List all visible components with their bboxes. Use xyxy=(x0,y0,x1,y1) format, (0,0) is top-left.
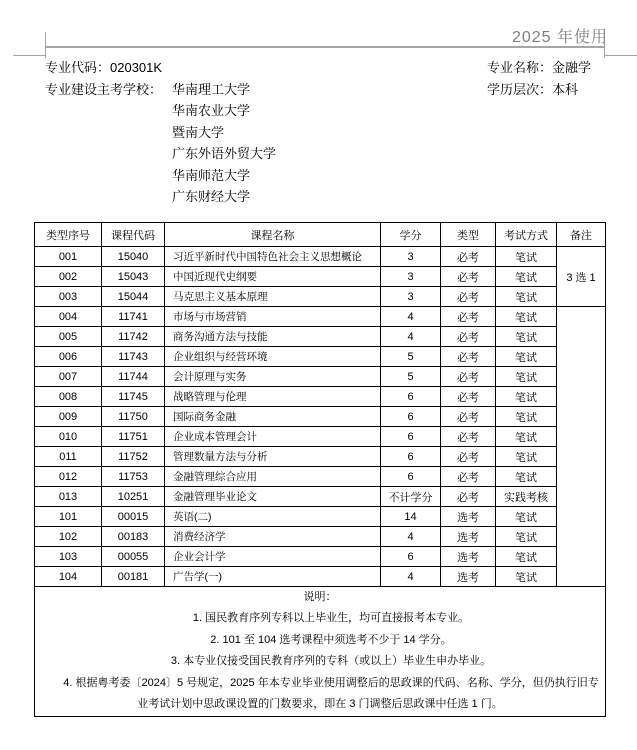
cell-exam: 笔试 xyxy=(496,307,557,327)
cell-seq: 008 xyxy=(35,387,102,407)
cell-exam: 笔试 xyxy=(496,427,557,447)
cell-exam: 笔试 xyxy=(496,567,557,587)
notes-list xyxy=(37,608,603,716)
cell-code: 11752 xyxy=(102,447,165,467)
cell-exam: 笔试 xyxy=(496,407,557,427)
note-item: 2. 101 至 104 选考课程中须选考不少于 14 学分。 xyxy=(210,633,452,646)
margin-mark-right-h xyxy=(604,55,637,56)
info-right-column xyxy=(487,57,591,100)
cell-type: 选考 xyxy=(441,567,496,587)
school-item: 华南理工大学 xyxy=(172,81,251,97)
cell-exam: 笔试 xyxy=(496,347,557,367)
cell-credits: 6 xyxy=(381,387,441,407)
schools-line xyxy=(45,79,276,101)
cell-name: 金融管理综合应用 xyxy=(165,467,381,487)
cell-credits: 3 xyxy=(381,247,441,267)
cell-credits: 5 xyxy=(381,367,441,387)
cell-credits: 4 xyxy=(381,327,441,347)
cell-code: 11744 xyxy=(102,367,165,387)
usage-year-note: 2025 年使用 xyxy=(511,29,608,46)
cell-name: 习近平新时代中国特色社会主义思想概论 xyxy=(165,247,381,267)
cell-type: 必考 xyxy=(441,247,496,267)
col-header-type: 类型 xyxy=(441,223,496,247)
cell-name: 管理数量方法与分析 xyxy=(165,447,381,467)
note-item: 3. 本专业仅接受国民教育序列的专科（或以上）毕业生申办毕业。 xyxy=(170,655,492,667)
cell-exam: 笔试 xyxy=(496,387,557,407)
course-table xyxy=(34,222,606,717)
cell-seq: 006 xyxy=(35,347,102,367)
cell-name: 市场与市场营销 xyxy=(165,307,381,327)
cell-name: 马克思主义基本原理 xyxy=(165,287,381,307)
cell-type: 选考 xyxy=(441,507,496,527)
cell-code: 15040 xyxy=(102,247,165,267)
table-row xyxy=(35,447,606,467)
cell-name: 金融管理毕业论文 xyxy=(165,487,381,507)
school-item: 华南师范大学 xyxy=(172,167,251,183)
course-table-body xyxy=(35,247,606,587)
cell-exam: 笔试 xyxy=(496,547,557,567)
cell-seq: 101 xyxy=(35,507,102,527)
table-row xyxy=(35,247,606,267)
col-header-remark: 备注 xyxy=(557,223,606,247)
cell-type: 必考 xyxy=(441,267,496,287)
cell-name: 广告学(一) xyxy=(165,567,381,587)
table-row xyxy=(35,407,606,427)
cell-credits: 4 xyxy=(381,307,441,327)
cell-seq: 003 xyxy=(35,287,102,307)
cell-seq: 002 xyxy=(35,267,102,287)
cell-type: 必考 xyxy=(441,347,496,367)
table-row xyxy=(35,327,606,347)
col-header-exam: 考试方式 xyxy=(496,223,557,247)
cell-exam: 笔试 xyxy=(496,267,557,287)
major-code-value: 020301K xyxy=(110,60,163,75)
cell-type: 选考 xyxy=(441,527,496,547)
cell-type: 必考 xyxy=(441,387,496,407)
schools-extra xyxy=(45,100,276,208)
cell-exam: 笔试 xyxy=(496,507,557,527)
cell-code: 11743 xyxy=(102,347,165,367)
cell-credits: 6 xyxy=(381,427,441,447)
cell-credits: 3 xyxy=(381,287,441,307)
cell-name: 企业会计学 xyxy=(165,547,381,567)
cell-name: 商务沟通方法与技能 xyxy=(165,327,381,347)
major-code-line xyxy=(45,57,276,79)
cell-credits: 5 xyxy=(381,347,441,367)
cell-credits: 6 xyxy=(381,447,441,467)
cell-exam: 笔试 xyxy=(496,367,557,387)
level-value: 本科 xyxy=(552,81,579,97)
cell-code: 00181 xyxy=(102,567,165,587)
notes-title: 说明： xyxy=(303,591,337,603)
cell-seq: 012 xyxy=(35,467,102,487)
cell-seq: 007 xyxy=(35,367,102,387)
major-name-value: 金融学 xyxy=(552,60,592,75)
col-header-credits: 学分 xyxy=(381,223,441,247)
table-row xyxy=(35,387,606,407)
table-row xyxy=(35,367,606,387)
cell-exam: 实践考核 xyxy=(496,487,557,507)
level-line xyxy=(487,79,591,101)
table-row xyxy=(35,287,606,307)
cell-seq: 010 xyxy=(35,427,102,447)
cell-credits: 不计学分 xyxy=(381,487,441,507)
cell-exam: 笔试 xyxy=(496,247,557,267)
margin-mark-left-h xyxy=(13,55,46,56)
col-header-name: 课程名称 xyxy=(165,223,381,247)
cell-name: 英语(二) xyxy=(165,507,381,527)
cell-type: 必考 xyxy=(441,327,496,347)
cell-credits: 6 xyxy=(381,467,441,487)
cell-name: 消费经济学 xyxy=(165,527,381,547)
cell-exam: 笔试 xyxy=(496,327,557,347)
school-item: 广东外语外贸大学 xyxy=(172,146,277,161)
cell-type: 必考 xyxy=(441,487,496,507)
cell-type: 选考 xyxy=(441,547,496,567)
cell-code: 11742 xyxy=(102,327,165,347)
table-row xyxy=(35,347,606,367)
cell-type: 必考 xyxy=(441,407,496,427)
col-header-seq: 类型序号 xyxy=(35,223,102,247)
cell-remark: 3 选 1 xyxy=(557,247,606,307)
table-row xyxy=(35,487,606,507)
cell-code: 11751 xyxy=(102,427,165,447)
col-header-code: 课程代码 xyxy=(102,223,165,247)
cell-seq: 011 xyxy=(35,447,102,467)
cell-credits: 4 xyxy=(381,567,441,587)
cell-name: 国际商务金融 xyxy=(165,407,381,427)
cell-seq: 009 xyxy=(35,407,102,427)
school-item: 华南农业大学 xyxy=(172,103,251,118)
major-name-line xyxy=(487,57,591,79)
school-item: 广东财经大学 xyxy=(172,189,251,204)
table-row xyxy=(35,567,606,587)
schools-label: 专业建设主考学校： xyxy=(45,81,163,97)
cell-exam: 笔试 xyxy=(496,447,557,467)
table-row xyxy=(35,547,606,567)
cell-exam: 笔试 xyxy=(496,467,557,487)
cell-credits: 4 xyxy=(381,527,441,547)
info-left-column xyxy=(45,57,276,208)
cell-seq: 001 xyxy=(35,247,102,267)
cell-type: 必考 xyxy=(441,467,496,487)
cell-name: 企业成本管理会计 xyxy=(165,427,381,447)
cell-type: 必考 xyxy=(441,427,496,447)
cell-type: 必考 xyxy=(441,367,496,387)
cell-name: 战略管理与伦理 xyxy=(165,387,381,407)
cell-code: 15044 xyxy=(102,287,165,307)
school-item: 暨南大学 xyxy=(172,124,225,140)
cell-code: 00183 xyxy=(102,527,165,547)
cell-remark xyxy=(557,307,606,587)
cell-code: 10251 xyxy=(102,487,165,507)
cell-credits: 6 xyxy=(381,407,441,427)
cell-seq: 103 xyxy=(35,547,102,567)
cell-code: 15043 xyxy=(102,267,165,287)
cell-seq: 102 xyxy=(35,527,102,547)
cell-name: 会计原理与实务 xyxy=(165,367,381,387)
notes-cell xyxy=(35,587,606,717)
cell-type: 必考 xyxy=(441,447,496,467)
note-item: 1. 国民教育序列专科以上毕业生，均可直接报考本专业。 xyxy=(192,612,470,624)
notes-row xyxy=(35,587,606,717)
major-code-label: 专业代码： xyxy=(45,60,111,75)
cell-code: 00055 xyxy=(102,547,165,567)
table-row xyxy=(35,467,606,487)
note-item: 4. 根据粤考委〔2024〕5 号规定，2025 年本专业毕业使用调整后的思政课的代码、名称、学分，但仍执行旧专业考试计划中思政课设置的门数要求，即在 3 门调整后思政课中任选 1 门。 xyxy=(63,676,599,710)
cell-credits: 6 xyxy=(381,547,441,567)
cell-code: 11741 xyxy=(102,307,165,327)
level-label: 学历层次： xyxy=(487,81,553,97)
major-name-label: 专业名称： xyxy=(487,60,553,75)
cell-name: 企业组织与经营环境 xyxy=(165,347,381,367)
table-row xyxy=(35,427,606,447)
cell-seq: 004 xyxy=(35,307,102,327)
cell-seq: 013 xyxy=(35,487,102,507)
course-table-head-row xyxy=(35,223,606,247)
cell-exam: 笔试 xyxy=(496,287,557,307)
cell-seq: 104 xyxy=(35,567,102,587)
cell-credits: 14 xyxy=(381,507,441,527)
cell-type: 必考 xyxy=(441,287,496,307)
table-row xyxy=(35,507,606,527)
table-row xyxy=(35,307,606,327)
cell-type: 必考 xyxy=(441,307,496,327)
cell-name: 中国近现代史纲要 xyxy=(165,267,381,287)
cell-code: 11753 xyxy=(102,467,165,487)
table-row xyxy=(35,527,606,547)
cell-code: 11745 xyxy=(102,387,165,407)
cell-code: 11750 xyxy=(102,407,165,427)
cell-credits: 3 xyxy=(381,267,441,287)
cell-exam: 笔试 xyxy=(496,527,557,547)
cell-seq: 005 xyxy=(35,327,102,347)
table-row xyxy=(35,267,606,287)
cell-code: 00015 xyxy=(102,507,165,527)
